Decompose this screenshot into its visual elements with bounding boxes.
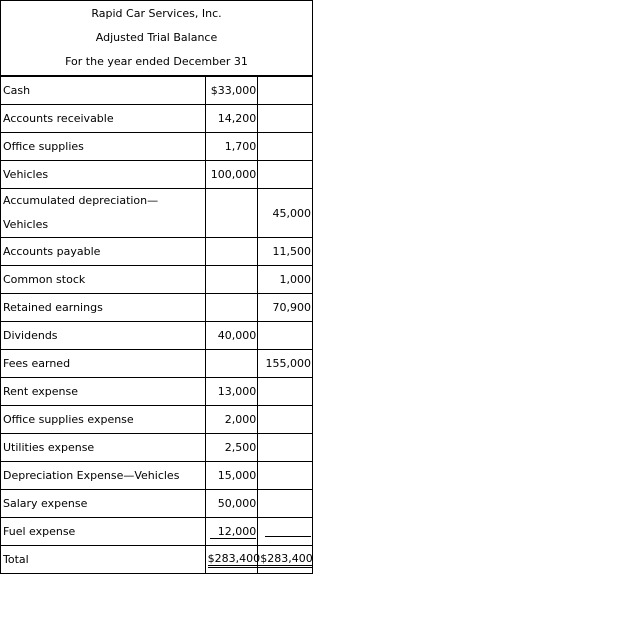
account-name: Fees earned xyxy=(3,357,71,370)
credit-amount: 11,500 xyxy=(272,245,311,258)
credit-amount: 155,000 xyxy=(265,357,311,370)
statement-header xyxy=(0,0,313,76)
debit-amount: 2,500 xyxy=(224,441,257,454)
table-row xyxy=(1,161,313,189)
debit-amount: 1,700 xyxy=(224,140,257,153)
table-row xyxy=(1,294,313,322)
table-row xyxy=(1,238,313,266)
table-row xyxy=(1,406,313,434)
table-row xyxy=(1,378,313,406)
account-name: Fuel expense xyxy=(3,525,76,538)
total-credit: $283,400 xyxy=(260,552,313,568)
table-row xyxy=(1,189,313,238)
account-name: Accounts payable xyxy=(3,245,101,258)
table-row xyxy=(1,322,313,350)
debit-amount: 40,000 xyxy=(217,329,257,342)
table-row xyxy=(1,434,313,462)
statement-title: Adjusted Trial Balance xyxy=(95,31,218,44)
table-row xyxy=(1,77,313,105)
account-name: Salary expense xyxy=(3,497,88,510)
account-name: Retained earnings xyxy=(3,301,103,314)
account-name: Vehicles xyxy=(3,168,49,181)
statement-period: For the year ended December 31 xyxy=(65,55,248,68)
trial-balance xyxy=(0,0,313,574)
table-row xyxy=(1,462,313,490)
account-name: Common stock xyxy=(3,273,86,286)
table-row xyxy=(1,133,313,161)
debit-amount: 13,000 xyxy=(217,385,257,398)
total-debit: $283,400 xyxy=(208,552,261,568)
debit-amount: 2,000 xyxy=(224,413,257,426)
table-row xyxy=(1,266,313,294)
account-name: Accounts receivable xyxy=(3,112,114,125)
credit-amount: 70,900 xyxy=(272,301,311,314)
credit-amount: 1,000 xyxy=(279,273,311,286)
debit-amount: 50,000 xyxy=(217,497,257,510)
credit-amount: 45,000 xyxy=(272,206,311,220)
table-row xyxy=(1,350,313,378)
balance-table xyxy=(0,76,313,574)
debit-amount: 14,200 xyxy=(217,112,257,125)
account-name: Rent expense xyxy=(3,385,79,398)
table-row xyxy=(1,105,313,133)
account-name: Office supplies expense xyxy=(3,413,134,426)
credit-underline xyxy=(265,524,311,537)
total-row xyxy=(1,546,313,574)
debit-amount: 100,000 xyxy=(210,168,257,181)
account-name: Depreciation Expense—Vehicles xyxy=(3,469,180,482)
company-name: Rapid Car Services, Inc. xyxy=(91,7,222,20)
debit-amount: 15,000 xyxy=(217,469,257,482)
account-name: Office supplies xyxy=(3,140,84,153)
debit-amount: $33,000 xyxy=(210,84,257,97)
account-name: Accumulated depreciation—Vehicles xyxy=(3,194,159,231)
account-name: Cash xyxy=(3,84,31,97)
total-label: Total xyxy=(3,553,29,566)
debit-amount: 12,000 xyxy=(210,525,256,539)
table-row xyxy=(1,490,313,518)
account-name: Utilities expense xyxy=(3,441,95,454)
table-row xyxy=(1,518,313,546)
account-name: Dividends xyxy=(3,329,58,342)
